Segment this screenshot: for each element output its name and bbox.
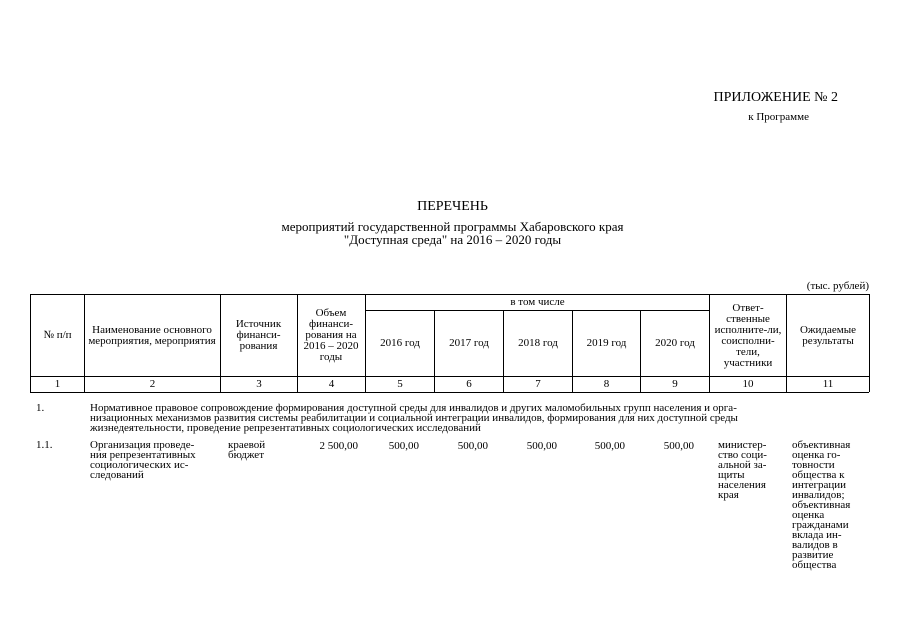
column-number: 3 xyxy=(256,378,262,390)
column-number: 4 xyxy=(328,378,335,390)
row-results-line: вклада ин- xyxy=(792,529,842,541)
row-name-line: социологических ис- xyxy=(90,459,189,471)
header-results: Ожидаемые результаты xyxy=(799,323,857,347)
row-results-line: гражданами xyxy=(792,519,849,531)
row-responsible xyxy=(718,440,767,500)
row-results-line: объективная xyxy=(792,439,851,451)
header-including: в том числе xyxy=(510,296,565,308)
row-responsible-line: щиты xyxy=(718,469,745,481)
row-results-line: оценка xyxy=(792,509,825,521)
row-year-2018: 500,00 xyxy=(526,440,557,452)
section-text-line: жизнедеятельности, проведение репрезентативных социологических исследований xyxy=(90,422,481,434)
row-results-line: общества xyxy=(792,559,837,571)
column-number: 5 xyxy=(397,378,403,390)
row-responsible-line: населения xyxy=(718,479,766,491)
row-year-2016: 500,00 xyxy=(388,440,419,452)
row-name-line: ния репрезентативных xyxy=(90,449,196,461)
section-number: 1. xyxy=(36,402,45,414)
row-responsible-line: ство соци- xyxy=(718,449,767,461)
row-results-line: интеграции xyxy=(792,479,847,491)
row-number: 1.1. xyxy=(36,439,53,451)
appendix-title: ПРИЛОЖЕНИЕ № 2 xyxy=(713,90,838,105)
row-results-line: оценка го- xyxy=(792,449,841,461)
row-results-line: общества к xyxy=(792,469,845,481)
row-responsible-line: министер- xyxy=(718,439,767,451)
document-title: ПЕРЕЧЕНЬ xyxy=(417,199,488,214)
column-number: 8 xyxy=(603,378,610,390)
section-text xyxy=(90,403,870,433)
header-year-2020: 2020 год xyxy=(655,337,695,349)
row-source xyxy=(228,440,265,460)
row-year-2020: 500,00 xyxy=(663,440,694,452)
header-year-2018: 2018 год xyxy=(518,337,558,349)
header-year-2017: 2017 год xyxy=(449,337,489,349)
document-subtitle-line2: "Доступная среда" на 2016 – 2020 годы xyxy=(343,232,562,247)
row-name xyxy=(90,440,196,480)
column-number: 6 xyxy=(466,378,472,390)
header-volume: Объем финанси-рования на 2016 – 2020 годы xyxy=(303,307,359,363)
header-num: № п/п xyxy=(43,329,72,341)
row-results-line: товности xyxy=(792,459,835,471)
column-number: 7 xyxy=(535,378,541,390)
row-responsible-line: альной за- xyxy=(718,459,767,471)
row-name-line: следований xyxy=(90,469,144,481)
row-results xyxy=(792,440,850,570)
header-year-2019: 2019 год xyxy=(586,337,627,349)
column-number: 10 xyxy=(742,378,754,390)
header-responsible: Ответ-ственные исполните-ли, соисполни-тели, участники xyxy=(714,301,782,369)
column-number: 1 xyxy=(54,378,61,390)
units-label: (тыс. рублей) xyxy=(806,280,869,292)
header-name: Наименование основного мероприятия, мероприятия xyxy=(88,323,216,347)
header-source: Источник финанси-рования xyxy=(235,318,282,352)
row-volume: 2 500,00 xyxy=(319,440,358,452)
column-number: 2 xyxy=(149,378,156,390)
row-responsible-line: края xyxy=(718,489,739,501)
column-number: 11 xyxy=(822,378,834,390)
header-year-2016: 2016 год xyxy=(380,337,420,349)
appendix-subtitle: к Программе xyxy=(748,111,809,123)
row-source-line: бюджет xyxy=(228,449,264,461)
row-results-line: инвалидов; xyxy=(792,489,845,501)
row-results-line: валидов в xyxy=(792,539,838,551)
section-text-line: низационных механизмов развития системы реабилитации и социальной интеграции инвалидов, формирования для них доступной среды xyxy=(90,412,738,424)
document-subtitle-line1: мероприятий государственной программы Хабаровского края xyxy=(281,219,624,234)
row-name-line: Организация проведе- xyxy=(90,439,195,451)
row-results-line: развитие xyxy=(792,549,834,561)
row-year-2017: 500,00 xyxy=(457,440,488,452)
row-source-line: краевой xyxy=(228,439,266,451)
row-results-line: объективная xyxy=(792,499,851,511)
column-number: 9 xyxy=(672,378,678,390)
section-text-line: Нормативное правовое сопровождение формирования доступной среды для инвалидов и других маломобильных групп населения и орга- xyxy=(90,402,737,414)
row-year-2019: 500,00 xyxy=(594,440,625,452)
